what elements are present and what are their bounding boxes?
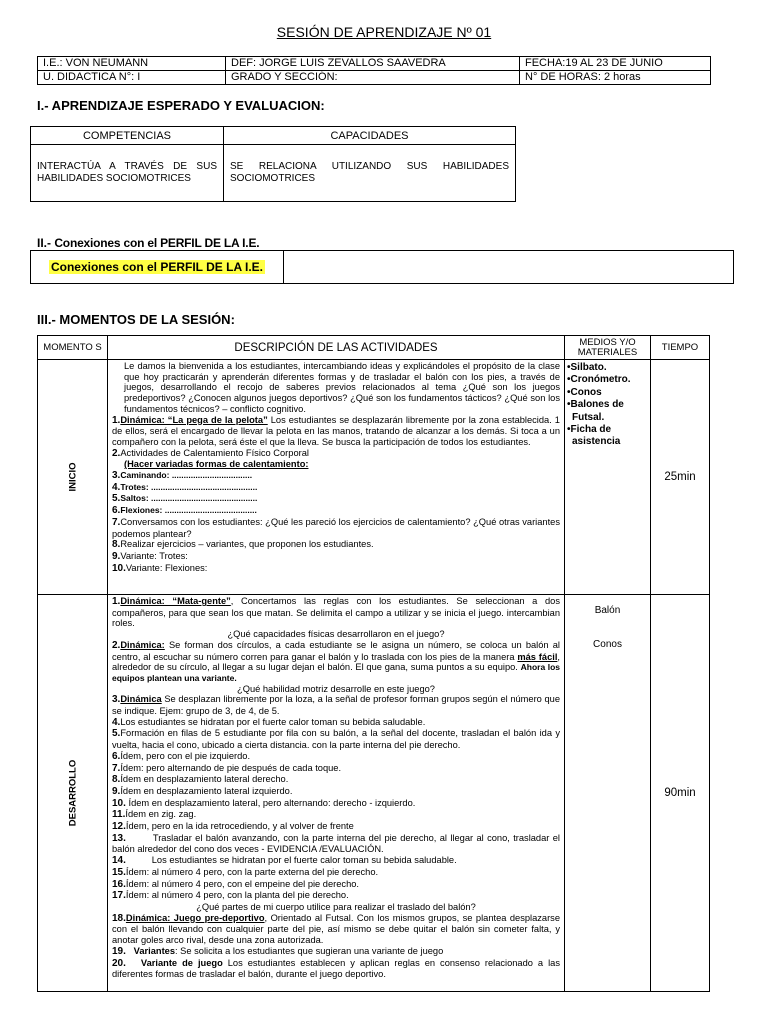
desarrollo-item-1: 1.Dinámica: “Mata-gente”, Concertamos las reglas con los estudiantes. Se seleccionan a dos compañeros, para que sean los que matan. Se delimita el campo a utilizar y se inicia el juego. intercambian roles. xyxy=(112,596,560,629)
inicio-item-3: 3.Caminando: .................................. xyxy=(112,470,253,482)
inicio-label-cell xyxy=(38,360,108,595)
material-item: Conos xyxy=(593,639,622,650)
inicio-item-2b: (Hacer variadas formas de calentamiento: xyxy=(124,459,309,470)
desarrollo-row xyxy=(38,595,710,992)
desarrollo-label-cell xyxy=(38,595,108,992)
material-item: •Conos xyxy=(567,386,602,398)
inicio-row xyxy=(38,360,710,595)
desarrollo-item-13: 13. Trasladar el balón avanzando, con la parte interna del pie derecho, al llegar al cono, trasladar el balón alrededor del cono dos veces - EVIDENCIA /EVALUACIÓN. xyxy=(112,832,560,855)
inicio-label: INICIO xyxy=(67,462,78,492)
inicio-item-2: 2.Actividades de Calentamiento Físico Corporal xyxy=(112,447,309,459)
desarrollo-item-16: 16.Ídem: al número 4 pero, con el empeine del pie derecho. xyxy=(112,878,359,890)
section3-heading: III.- MOMENTOS DE LA SESIÓN: xyxy=(37,312,235,327)
capacidad-cell: SE RELACIONA UTILIZANDO SUS HABILIDADES SOCIOMOTRICES xyxy=(224,145,516,202)
desarrollo-q17: ¿Qué partes de mi cuerpo utilice para realizar el traslado del balón? xyxy=(196,901,476,912)
inicio-activities xyxy=(108,360,565,595)
desarrollo-q2: ¿Qué habilidad motriz desarrolle en este juego? xyxy=(237,683,435,694)
inicio-item-8: 8.Realizar ejercicios – variantes, que proponen los estudiantes. xyxy=(112,539,374,551)
medios-header: MEDIOS Y/O MATERIALES xyxy=(565,336,651,360)
grado-cell: GRADO Y SECCIÓN: xyxy=(226,71,520,85)
desarrollo-item-18: 18.Dinámica: Juego pre-deportivo, Orientado al Futsal. Con los mismos grupos, se plantea desplazarse con el balón llevando con cualquier parte del pie, así mismo se debe quitar el balón sin cometer falta, y anotar goles arco rival, desde una zona autorizada. xyxy=(112,912,560,946)
desarrollo-item-17: 17.Ídem: al número 4 pero, con la planta del pie derecho. xyxy=(112,890,349,902)
competencias-table xyxy=(30,126,516,202)
perfil-cell xyxy=(31,251,284,284)
desarrollo-item-2: 2.Dinámica: Se forman dos círculos, a cada estudiante se le asigna un número, se coloca un balón al centro, al escuchar su número corren para ganar el balón y lo traslada con los pies de la manera más fácil, alrededor de su círculo, al llegar a su lugar dejan el balón. El que gana, suma puntos a su equipo. Ahora los equipos plantean una variante. xyxy=(112,639,561,683)
material-item: •Ficha de asistencia xyxy=(567,424,621,448)
section2-prefix: II.- xyxy=(37,236,51,250)
desarrollo-item-3: 3.Dinámica Se desplazan libremente por la loza, a la señal de profesor forman grupos según el número que se indique. Ejem: grupo de 3, de 4, de 5. xyxy=(112,694,560,717)
momentos-header: MOMENTO S xyxy=(38,336,108,360)
desarrollo-label: DESARROLLO xyxy=(67,759,78,827)
competencia-cell: INTERACTÚA A TRAVÉS DE SUS HABILIDADES SOCIOMOTRICES xyxy=(31,145,224,202)
competencias-header: COMPETENCIAS xyxy=(31,127,224,145)
perfil-table xyxy=(30,250,734,284)
inicio-item-10: 10.Variante: Flexiones: xyxy=(112,562,208,574)
desarrollo-item-14: 14. Los estudiantes se hidratan por el fuerte calor toman su bebida saludable. xyxy=(112,855,457,867)
desarrollo-item-5: 5.Formación en filas de 5 estudiante por fila con su balón, a la señal del docente, trasladan el balón ida y vuelta, hacia el cono, ubicado a cierta distancia. con la parte interna del pie derecho. xyxy=(112,728,560,751)
docente-cell: DEF: JORGE LUIS ZEVALLOS SAAVEDRA xyxy=(226,57,520,71)
desarrollo-activities xyxy=(108,595,565,992)
section2-title: Conexiones con el PERFIL DE LA I.E. xyxy=(54,236,260,250)
inicio-item-7: 7.Conversamos con los estudiantes: ¿Qué les pareció los ejercicios de calentamiento? ¿Qué otras variantes podemos plantear? xyxy=(112,516,560,539)
descripcion-header: DESCRIPCIÓN DE LAS ACTIVIDADES xyxy=(108,336,565,360)
desarrollo-item-6: 6.Ídem, pero con el pie izquierdo. xyxy=(112,750,251,762)
perfil-empty-cell xyxy=(284,251,734,284)
tiempo-header: TIEMPO xyxy=(651,336,710,360)
desarrollo-item-7: 7.Ídem: pero alternando de pie después de cada toque. xyxy=(112,762,342,774)
horas-cell: N° DE HORAS: 2 horas xyxy=(520,71,711,85)
desarrollo-q1: ¿Qué capacidades físicas desarrollaron en el juego? xyxy=(227,629,445,640)
material-item: •Cronómetro. xyxy=(567,374,631,386)
material-item: Balón xyxy=(594,605,621,616)
momentos-table xyxy=(37,335,710,992)
desarrollo-item-9: 9.Ídem en desplazamiento lateral izquierdo. xyxy=(112,785,293,797)
unidad-cell: U. DIDACTICA N°: I xyxy=(38,71,226,85)
inicio-item-5: 5.Saltos: ............................................. xyxy=(112,493,258,505)
inicio-item-4: 4.Trotes: ............................................. xyxy=(112,481,258,493)
section1-heading: I.- APRENDIZAJE ESPERADO Y EVALUACION: xyxy=(37,98,325,113)
section2-heading xyxy=(37,236,259,250)
perfil-highlight: Conexiones con el PERFIL DE LA I.E. xyxy=(50,260,264,274)
inicio-materials xyxy=(565,360,651,595)
inicio-intro: Le damos la bienvenida a los estudiantes, intercambiando ideas y explicándoles el propósito de la clase que hoy practicarán y aprenderán diferentes formas y de trasladar el balón con los pies, a través de juegos, desarrollando el recojo de saberes previos relacionados al tema ¿Qué son los juegos predeportivos? ¿Conocen algunos juegos deportivos? ¿Qué son los fundamentos tácticos? ¿Qué son los fundamentos técnicos? – conflicto cognitivo. xyxy=(124,361,560,414)
desarrollo-item-19: 19. Variantes: Se solicita a los estudiantes que sugieran una variante de juego xyxy=(112,945,444,957)
desarrollo-time: 90min xyxy=(651,595,710,992)
inicio-item-6: 6.Flexiones: ....................................... xyxy=(112,505,257,517)
desarrollo-materials xyxy=(565,595,651,992)
desarrollo-item-15: 15.Ídem: al número 4 pero, con la parte externa del pie derecho. xyxy=(112,866,379,878)
inicio-item-9: 9.Variante: Trotes: xyxy=(112,550,188,562)
inicio-time: 25min xyxy=(651,360,710,595)
capacidades-header: CAPACIDADES xyxy=(224,127,516,145)
ie-cell: I.E.: VON NEUMANN xyxy=(38,57,226,71)
desarrollo-item-4: 4.Los estudiantes se hidratan por el fuerte calor toman su bebida saludable. xyxy=(112,716,426,728)
material-item: •Balones de Futsal. xyxy=(567,399,624,423)
desarrollo-item-10: 10. Ídem en desplazamiento lateral, pero alternando: derecho - izquierdo. xyxy=(112,797,416,809)
inicio-item-1: 1.Dinámica: “La pega de la pelota” Los estudiantes se desplazarán libremente por la zona establecida. 1 de ellos, será el encargado de llevar la pelota en las manos, tratando de alcanzar a los demás. Si toca a un compañero con la pelota, será éste el que la lleva. Se busca la participación de todos los estudiantes. xyxy=(112,414,560,447)
page-title: SESIÓN DE APRENDIZAJE Nº 01 xyxy=(276,24,492,40)
material-item: •Silbato. xyxy=(567,362,607,373)
desarrollo-item-11: 11.Ídem en zig. zag. xyxy=(112,809,197,821)
desarrollo-item-20: 20. Variante de juego Los estudiantes establecen y aplican reglas en consenso relacionado a las diferentes formas de trasladar el balón, durante el juego deportivo. xyxy=(112,957,560,980)
info-table xyxy=(37,56,711,85)
fecha-cell: FECHA:19 AL 23 DE JUNIO xyxy=(520,57,711,71)
desarrollo-item-8: 8.Ídem en desplazamiento lateral derecho. xyxy=(112,774,289,786)
desarrollo-item-12: 12.Ídem, pero en la ida retrocediendo, y al volver de frente xyxy=(112,821,354,833)
